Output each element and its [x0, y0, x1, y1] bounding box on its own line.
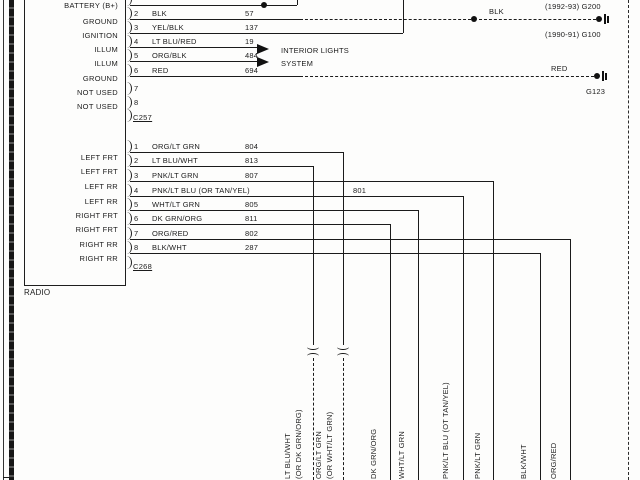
c268-pin6-number: 6 — [134, 214, 139, 223]
c268-pin2-number: 2 — [134, 156, 139, 165]
splice-dot-blk — [471, 16, 477, 22]
c257-pin8-bracket — [126, 96, 132, 109]
c257-pin2-function: GROUND — [82, 17, 118, 26]
wire-802-vertical — [570, 239, 571, 480]
wire-813-vertical — [313, 166, 314, 345]
interior-lights-arrow-icon — [257, 44, 269, 54]
wire-battery-up — [297, 0, 298, 5]
red-wire-label: RED — [551, 64, 568, 73]
c268-pin4-number: 4 — [134, 186, 139, 195]
c268-end-bracket — [126, 256, 132, 269]
page-edge-line-left — [3, 0, 4, 480]
c268-pin1-function: LEFT FRT — [80, 153, 118, 162]
c268-pin5-function: RIGHT FRT — [75, 211, 118, 220]
wire-break-icon — [337, 344, 349, 350]
wire-yelblk-137 — [130, 33, 403, 34]
wire-break-icon — [337, 353, 349, 359]
c257-pin7-number: 7 — [134, 84, 139, 93]
c268-pin1-color: ORG/LT GRN — [152, 142, 200, 151]
interior-lights-label: INTERIOR LIGHTS — [281, 46, 350, 55]
radio-label: RADIO — [24, 288, 51, 297]
wire-ltbluwht-813 — [130, 166, 313, 167]
wire-orgblk-484 — [130, 61, 258, 62]
wire-yelblk-137-up — [403, 0, 404, 33]
bottom-wire-label: BLK/WHT — [519, 444, 528, 479]
bottom-wire-label: LT BLU/WHT — [283, 433, 292, 479]
c268-pin1-number: 1 — [134, 142, 139, 151]
bottom-wire-label: DK GRN/ORG — [369, 428, 378, 479]
c257-connector-name: C257 — [133, 113, 153, 122]
wire-orgltgrn-804 — [130, 152, 343, 153]
ground-g100-label: (1990-91) G100 — [545, 30, 601, 39]
c268-pin3-function: LEFT RR — [84, 182, 118, 191]
wire-blk-57 — [130, 19, 302, 20]
c268-pin6-color: DK GRN/ORG — [152, 214, 203, 223]
wire-811-vertical — [390, 224, 391, 480]
wire-break-icon — [307, 344, 319, 350]
bottom-wire-label: ORG/RED — [549, 442, 558, 479]
c268-pin1-circuit: 804 — [245, 142, 259, 151]
c257-pin2-color: BLK — [152, 9, 167, 18]
c257-pin1-function: BATTERY (B+) — [64, 1, 118, 10]
blk-wire-label: BLK — [489, 7, 504, 16]
wire-orgred-802 — [130, 239, 570, 240]
c268-pin7-number: 7 — [134, 229, 139, 238]
c257-pin3-color: YEL/BLK — [152, 23, 184, 32]
wire-807-vertical — [493, 181, 494, 480]
wire-pnkltblu-801 — [130, 196, 463, 197]
c268-pin7-circuit: 802 — [245, 229, 259, 238]
c257-pin2-circuit: 57 — [245, 9, 254, 18]
wire-whtltgrn-805 — [130, 210, 418, 211]
c268-pin3-color: PNK/LT GRN — [152, 171, 199, 180]
c268-pin6-circuit: 811 — [245, 214, 258, 223]
wire-805-vertical — [418, 210, 419, 480]
c257-pin8-function: NOT USED — [76, 102, 118, 111]
c268-pin7-color: ORG/RED — [152, 229, 189, 238]
c257-pin3-number: 3 — [134, 23, 139, 32]
page-edge-line-right — [628, 0, 629, 480]
c257-pin5-function: ILLUM — [94, 59, 118, 68]
c268-pin2-color: LT BLU/WHT — [152, 156, 198, 165]
wire-red-694-dashed — [300, 76, 594, 77]
page-edge-corner — [3, 477, 14, 478]
c257-end-bracket — [126, 109, 132, 122]
ground-g200-label: (1992-93) G200 — [545, 2, 601, 11]
c268-pin7-function: RIGHT RR — [79, 240, 118, 249]
c257-pin4-number: 4 — [134, 37, 139, 46]
wire-pnkltgrn-807 — [130, 181, 493, 182]
c268-pin5-number: 5 — [134, 200, 139, 209]
c268-pin2-function: LEFT FRT — [80, 167, 118, 176]
c268-pin4-circuit: 801 — [353, 186, 367, 195]
ground-symbol-g200-g100 — [596, 14, 610, 26]
c268-pin2-circuit: 813 — [245, 156, 259, 165]
wire-ltblured-19 — [130, 47, 258, 48]
c268-pin3-number: 3 — [134, 171, 139, 180]
c268-pin3-circuit: 807 — [245, 171, 259, 180]
c257-pin8-number: 8 — [134, 98, 139, 107]
c257-pin7-bracket — [126, 82, 132, 95]
c257-pin3-function: IGNITION — [82, 31, 118, 40]
c257-pin5-circuit: 484 — [245, 51, 259, 60]
bottom-wire-label: (OR DK GRN/ORG) — [294, 409, 303, 479]
c268-pin6-function: RIGHT FRT — [75, 225, 118, 234]
wire-804-vertical-cont — [343, 358, 344, 480]
c268-pin5-color: WHT/LT GRN — [152, 200, 200, 209]
bottom-wire-label: PNK/LT BLU (OT TAN/YEL) — [441, 382, 450, 479]
c257-pin6-circuit: 694 — [245, 66, 259, 75]
c257-pin4-circuit: 19 — [245, 37, 254, 46]
wire-red-694 — [130, 76, 302, 77]
c268-pin4-color: PNK/LT BLU (OR TAN/YEL) — [152, 186, 250, 195]
wire-dkgrnorg-811 — [130, 224, 390, 225]
c268-pin8-function: RIGHT RR — [79, 254, 118, 263]
c257-pin4-function: ILLUM — [94, 45, 118, 54]
bottom-wire-label: PNK/LT GRN — [473, 432, 482, 479]
c257-pin5-number: 5 — [134, 51, 139, 60]
c257-pin6-color: RED — [152, 66, 169, 75]
c268-connector-name: C268 — [133, 262, 153, 271]
c257-pin5-color: ORG/BLK — [152, 51, 187, 60]
bottom-wire-label: ORG/LT GRN — [314, 431, 323, 479]
wire-battery — [130, 5, 297, 6]
c257-pin3-circuit: 137 — [245, 23, 259, 32]
c257-pin6-number: 6 — [134, 66, 139, 75]
c257-pin4-color: LT BLU/RED — [152, 37, 197, 46]
wire-blkwht-287 — [130, 253, 540, 254]
c257-pin6-function: GROUND — [82, 74, 118, 83]
c268-pin8-color: BLK/WHT — [152, 243, 187, 252]
c268-pin4-function: LEFT RR — [84, 197, 118, 206]
c257-pin2-number: 2 — [134, 9, 139, 18]
wire-blk-to-ground — [479, 19, 596, 20]
wire-break-icon — [307, 353, 319, 359]
bottom-wire-label: (OR WHT/LT GRN) — [325, 411, 334, 479]
c268-pin8-circuit: 287 — [245, 243, 259, 252]
system-arrow-icon — [257, 57, 269, 67]
c257-pin7-function: NOT USED — [76, 88, 118, 97]
page-edge-bar — [9, 0, 14, 480]
ground-g123-label: G123 — [586, 87, 606, 96]
wire-804-vertical — [343, 152, 344, 345]
system-label: SYSTEM — [281, 59, 314, 68]
wire-287-vertical — [540, 253, 541, 480]
c268-pin8-number: 8 — [134, 243, 139, 252]
wire-blk-57-dashed — [300, 19, 471, 20]
wire-801-vertical — [463, 196, 464, 480]
splice-dot-battery — [261, 2, 267, 8]
bottom-wire-label: WHT/LT GRN — [397, 431, 406, 479]
c268-pin5-circuit: 805 — [245, 200, 259, 209]
ground-symbol-g123 — [594, 71, 608, 83]
